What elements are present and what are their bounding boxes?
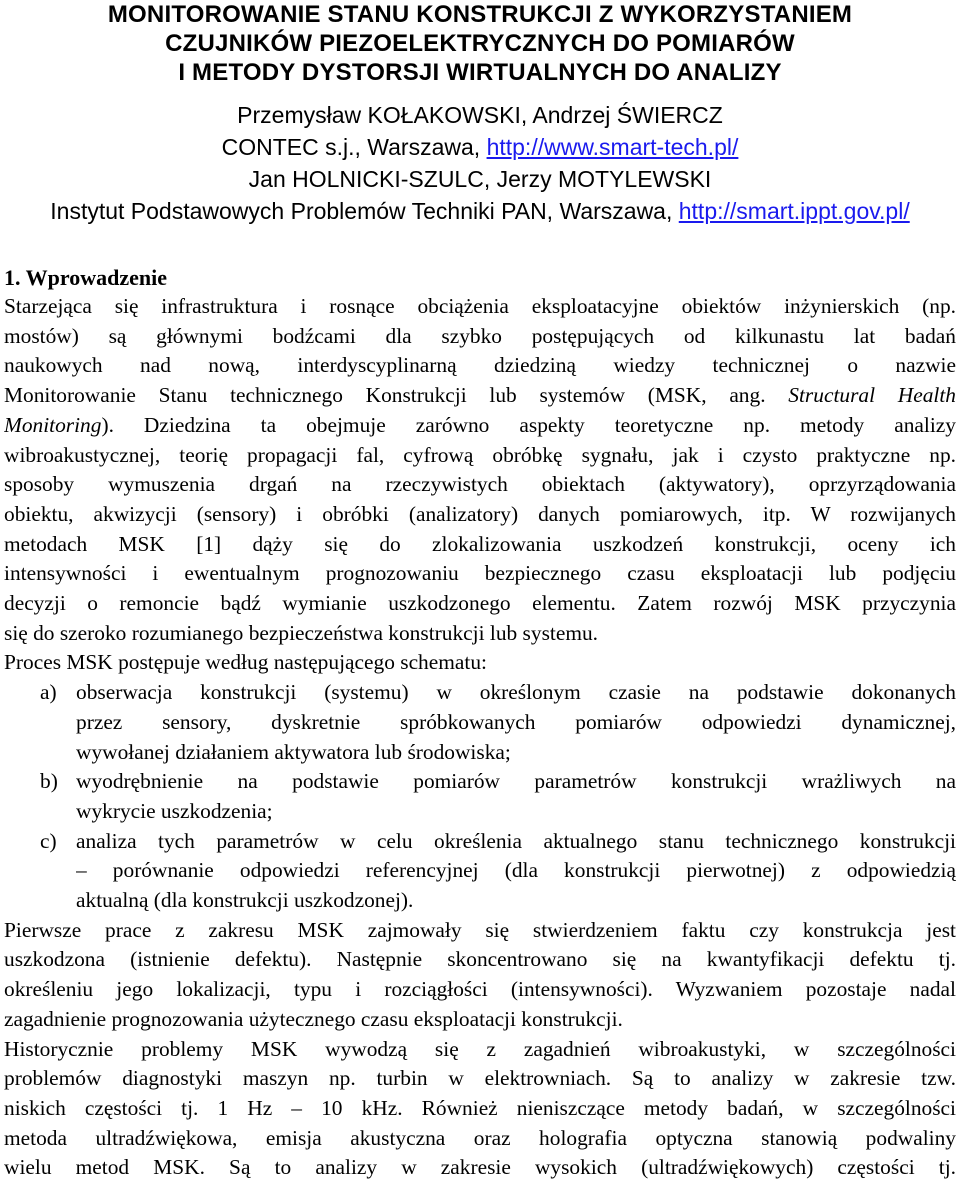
list-marker-a: a) [40, 680, 57, 705]
p1-line-12: się do szeroko rozumianego bezpieczeństwa konstrukcji lub systemu. [4, 620, 599, 645]
list-item [4, 827, 956, 916]
p4-line-3: niskich częstości tj. 1 Hz – 10 kHz. Również nieniszczące metody badań, w szczególności [4, 1095, 956, 1120]
list-b-line-2: wykrycie uszkodzenia; [76, 798, 273, 823]
p1-italic-b: Monitoring [4, 412, 102, 437]
p3-line-1: Pierwsze prace z zakresu MSK zajmowały się stwierdzeniem faktu czy konstrukcja jest [4, 917, 956, 942]
list-body-c [76, 827, 956, 916]
title-line-2: CZUJNIKÓW PIEZOELEKTRYCZNYCH DO POMIARÓW [165, 30, 795, 57]
p4-line-2: problemów diagnostyki maszyn np. turbin w elektrowniach. Są to analizy w zakresie tzw. [4, 1066, 956, 1091]
p1-line-5-text: ). Dziedzina ta obejmuje zarówno aspekty teoretyczne np. metody analizy [101, 412, 956, 437]
affiliation-2-text: Instytut Podstawowych Problemów Techniki PAN, Warszawa, [50, 198, 679, 224]
p1-italic-a: Structural Health [788, 383, 956, 408]
section-heading: 1. Wprowadzenie [4, 265, 167, 290]
p3-line-2: uszkodzona (istnienie defektu). Następnie skoncentrowano się na kwantyfikacji defektu tj. [4, 947, 956, 972]
p1-line-4 [4, 381, 956, 411]
list-c-line-2: – porównanie odpowiedzi referencyjnej (dla konstrukcji pierwotnej) z odpowiedzią [76, 858, 956, 883]
list-c-line-3: aktualną (dla konstrukcji uszkodzonej). [76, 888, 414, 913]
p3-line-4: zagadnienie prognozowania użytecznego czasu eksploatacji konstrukcji. [4, 1006, 623, 1031]
list-c-line-1: analiza tych parametrów w celu określenia aktualnego stanu technicznego konstrukcji [76, 828, 956, 853]
affiliation-1-text: CONTEC s.j., Warszawa, [221, 134, 487, 160]
list-a-line-3: wywołanej działaniem aktywatora lub środowiska; [76, 739, 511, 764]
p4-line-5: wielu metod MSK. Są to analizy w zakresie wysokich (ultradźwiękowych) częstości tj. [4, 1155, 956, 1180]
p1-line-3: naukowych nad nową, interdyscyplinarną dziedziną wiedzy technicznej o nazwie [4, 353, 956, 378]
p1-line-2: mostów) są głównymi bodźcami dla szybko postępujących od kilkunastu lat badań [4, 323, 956, 348]
p1-line-4-text: Monitorowanie Stanu technicznego Konstrukcji lub systemów (MSK, ang. [4, 383, 789, 408]
author-names-2: Jan HOLNICKI-SZULC, Jerzy MOTYLEWSKI [248, 166, 712, 192]
p1-line-1: Starzejąca się infrastruktura i rosnące obciążenia eksploatacyjne obiektów inżynierskich (np. [4, 294, 956, 318]
list-marker-c: c) [40, 828, 57, 853]
list-a-line-1: obserwacja konstrukcji (systemu) w określonym czasie na podstawie dokonanych [76, 680, 956, 705]
list-item [4, 767, 956, 826]
paragraph-3 [4, 916, 956, 1035]
authors-block [4, 99, 956, 227]
title-line-1: MONITOROWANIE STANU KONSTRUKCJI Z WYKORZYSTANIEM [107, 1, 853, 28]
paragraph-2 [4, 648, 956, 915]
p4-line-4: metoda ultradźwiękowa, emisja akustyczna oraz holografia optyczna stanowią podwaliny [4, 1125, 956, 1150]
list-body-a [76, 678, 956, 767]
document-page [4, 0, 956, 1183]
p1-line-7: sposoby wymuszenia drgań na rzeczywistych obiektach (aktywatory), oprzyrządowania [4, 472, 956, 497]
author-names-1: Przemysław KOŁAKOWSKI, Andrzej ŚWIERCZ [237, 102, 723, 128]
p1-line-8: obiektu, akwizycji (sensory) i obróbki (analizatory) danych pomiarowych, itp. W rozwijanych [4, 501, 956, 526]
p1-line-5 [4, 411, 956, 441]
affiliation-1 [4, 131, 956, 163]
list-item [4, 678, 956, 767]
p4-line-1: Historycznie problemy MSK wywodzą się z zagadnień wibroakustyki, w szczególności [4, 1036, 956, 1061]
p3-line-3: określeniu jego lokalizacji, typu i rozciągłości (intensywności). Wyzwaniem pozostaje nadal [4, 977, 956, 1002]
title-line-3: I METODY DYSTORSJI WIRTUALNYCH DO ANALIZY [178, 59, 782, 86]
p1-line-11: decyzji o remoncie bądź wymianie uszkodzonego elementu. Zatem rozwój MSK przyczynia [4, 591, 956, 616]
paragraph-4 [4, 1035, 956, 1184]
list-marker-b: b) [40, 769, 58, 794]
list-a-line-2: przez sensory, dyskretnie spróbkowanych pomiarów odpowiedzi dynamicznej, [76, 709, 956, 734]
affiliation-2-link[interactable]: http://smart.ippt.gov.pl/ [678, 198, 910, 224]
paper-title [4, 0, 956, 87]
p1-line-6: wibroakustycznej, teorię propagacji fal, cyfrową obróbkę sygnału, jak i czysto praktyczne np. [4, 442, 956, 467]
list-body-b [76, 767, 956, 826]
paragraph-1 [4, 292, 956, 648]
affiliation-1-link[interactable]: http://www.smart-tech.pl/ [486, 134, 739, 160]
p1-line-10: intensywności i ewentualnym prognozowaniu bezpiecznego czasu eksploatacji lub podjęciu [4, 561, 956, 586]
p2-intro: Proces MSK postępuje według następującego schematu: [4, 650, 487, 675]
affiliation-2 [4, 195, 956, 227]
p1-line-9: metodach MSK [1] dąży się do zlokalizowania uszkodzeń konstrukcji, oceny ich [4, 531, 956, 556]
list-b-line-1: wyodrębnienie na podstawie pomiarów parametrów konstrukcji wrażliwych na [76, 769, 956, 794]
